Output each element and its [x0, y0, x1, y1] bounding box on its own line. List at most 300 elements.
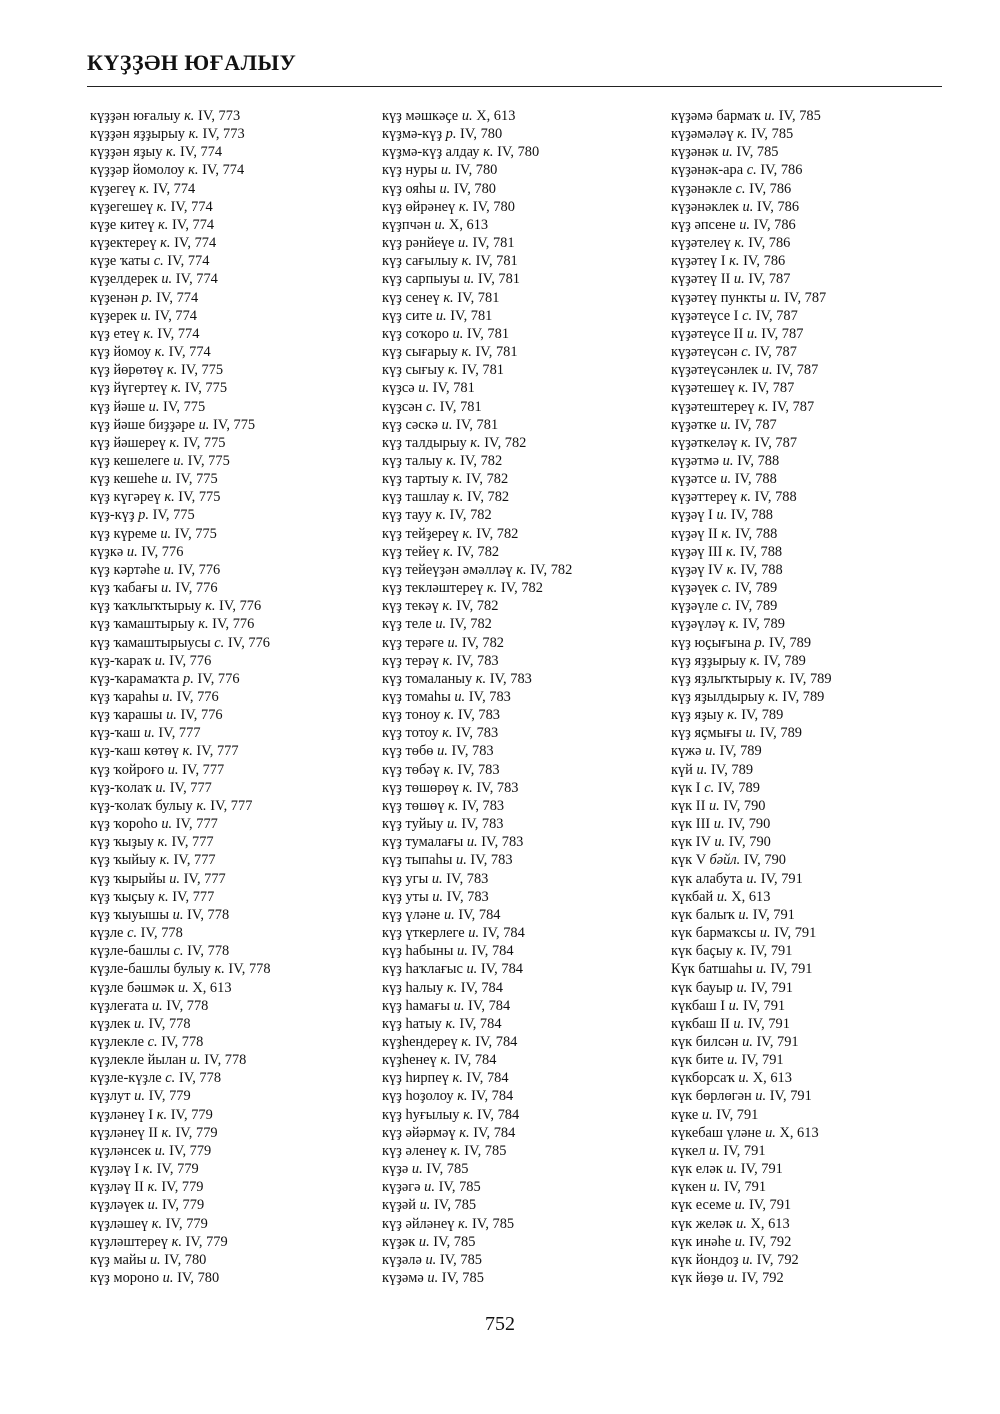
entry-headword: күк V — [671, 852, 706, 869]
entry-headword: күҙлеғата — [90, 997, 149, 1014]
entry-reference: IV, 789 — [759, 725, 802, 742]
entry-pos-marker: и. — [734, 1197, 746, 1214]
entry-reference: IV, 784 — [454, 1052, 497, 1069]
entry-pos-marker: к. — [443, 761, 454, 778]
entry-pos-marker: и. — [746, 325, 758, 342]
entry-pos-marker: и. — [418, 380, 430, 397]
entry-pos-marker: к. — [158, 216, 169, 233]
entry-pos-marker: к. — [196, 797, 207, 814]
entry-pos-marker: к. — [159, 852, 170, 869]
entry-reference: IV, 774 — [157, 325, 200, 342]
entry-reference: IV, 784 — [480, 961, 523, 978]
entry-pos-marker: и. — [722, 452, 734, 469]
entry-pos-marker: с. — [746, 162, 757, 179]
entry-reference: IV, 777 — [210, 797, 253, 814]
entry-headword: күҙ өйрәнеү — [382, 198, 456, 215]
entry-reference: IV, 784 — [466, 1070, 509, 1087]
entry-headword: күҙәлә — [382, 1251, 422, 1268]
entry-reference: IV, 792 — [756, 1251, 799, 1268]
entry-pos-marker: и. — [716, 888, 728, 905]
index-entry — [90, 561, 271, 579]
entry-headword: күҙҙәр йомолоу — [90, 162, 185, 179]
entry-headword: күҙ ҡыҫыу — [90, 888, 155, 905]
entry-pos-marker: к. — [198, 616, 209, 633]
index-entry — [382, 942, 572, 960]
entry-reference: IV, 781 — [456, 416, 499, 433]
entry-reference: IV, 778 — [178, 1070, 222, 1087]
entry-pos-marker: к. — [452, 471, 463, 488]
entry-headword: күҙ-ҡарамаҡта — [90, 670, 180, 687]
index-entry — [90, 1233, 271, 1251]
index-entry — [90, 924, 271, 942]
entry-reference: IV, 778 — [187, 943, 230, 960]
index-entry — [671, 1196, 832, 1214]
entry-headword: күҙәү III — [671, 543, 723, 560]
index-entry — [382, 270, 572, 288]
entry-headword: күҙәтештереү — [671, 398, 755, 415]
entry-headword: күҙ һуғылыу — [382, 1106, 460, 1123]
entry-reference: IV, 782 — [466, 471, 509, 488]
entry-reference: IV, 789 — [768, 634, 812, 651]
index-entry — [90, 1015, 271, 1033]
index-entry — [671, 634, 832, 652]
entry-pos-marker: и. — [746, 870, 758, 887]
entry-headword: күк IV — [671, 834, 711, 851]
entry-reference: IV, 774 — [174, 235, 217, 252]
entry-headword: күҙ туйыу — [382, 816, 444, 833]
index-entry — [671, 561, 832, 579]
entry-reference: IV, 778 — [228, 961, 271, 978]
entry-reference: IV, 779 — [169, 1142, 212, 1159]
index-entry — [90, 597, 271, 615]
index-entry — [90, 724, 271, 742]
index-entry — [382, 506, 572, 524]
entry-headword: күҙ һатыу — [382, 1015, 442, 1032]
index-entry — [90, 1269, 271, 1287]
entry-reference: IV, 785 — [433, 1233, 476, 1250]
index-entry — [671, 579, 832, 597]
entry-reference: IV, 774 — [154, 307, 197, 324]
entry-headword: күҙ соҡоро — [382, 325, 449, 342]
entry-headword: күк баҫыу — [671, 943, 733, 960]
entry-pos-marker: и. — [721, 144, 733, 161]
entry-reference: IV, 788 — [754, 489, 797, 506]
entry-headword: күҙ һабыны — [382, 943, 454, 960]
entry-headword: күҙсән — [382, 398, 423, 415]
entry-pos-marker: к. — [440, 1052, 451, 1069]
index-entry — [382, 815, 572, 833]
entry-headword: күке — [671, 1106, 699, 1123]
entry-headword: күҙ теле — [382, 616, 432, 633]
entry-pos-marker: и. — [733, 1015, 745, 1032]
index-entry — [382, 561, 572, 579]
index-entry — [382, 870, 572, 888]
entry-headword: күҙ томаһы — [382, 689, 451, 705]
index-entry — [671, 1124, 832, 1142]
entry-pos-marker: с. — [153, 253, 164, 270]
entry-pos-marker: с. — [165, 1070, 176, 1087]
entry-pos-marker: к. — [463, 1106, 474, 1123]
entry-pos-marker: и. — [736, 979, 748, 996]
entry-pos-marker: и. — [716, 507, 728, 524]
entry-reference: IV, 791 — [747, 1015, 790, 1032]
index-entry — [382, 161, 572, 179]
entry-pos-marker: к. — [205, 598, 216, 615]
entry-headword: күҙәтеүсе II — [671, 325, 744, 342]
entry-pos-marker: и. — [424, 1179, 435, 1196]
entry-pos-marker: к. — [445, 1015, 456, 1032]
entry-pos-marker: и. — [701, 1106, 713, 1123]
index-entry — [382, 198, 572, 216]
entry-pos-marker: к. — [726, 561, 737, 578]
entry-pos-marker: к. — [768, 689, 779, 705]
entry-pos-marker: и. — [755, 961, 767, 978]
index-entry — [382, 234, 572, 252]
entry-reference: IV, 779 — [161, 1179, 204, 1196]
entry-headword: күҙмә-күҙ — [382, 126, 443, 143]
entry-pos-marker: р. — [445, 126, 457, 143]
entry-reference: IV, 783 — [461, 816, 504, 833]
entry-reference: IV, 775 — [184, 380, 228, 397]
entry-headword: күҙ ҡамаштырыу — [90, 616, 195, 633]
index-entry — [382, 379, 572, 397]
index-entry — [671, 1069, 832, 1087]
entry-reference: IV, 791 — [716, 1106, 759, 1123]
entry-reference: IV, 778 — [204, 1052, 247, 1069]
entry-pos-marker: и. — [466, 961, 478, 978]
entry-pos-marker: к. — [154, 344, 165, 361]
index-entry — [671, 1160, 832, 1178]
index-entry — [382, 361, 572, 379]
entry-reference: IV, 783 — [489, 670, 532, 687]
entry-pos-marker: и. — [147, 1197, 159, 1214]
entry-headword: күҙәттереү — [671, 489, 738, 506]
entry-pos-marker: и. — [463, 271, 475, 288]
entry-headword: күҙ тотоу — [382, 725, 439, 742]
entry-pos-marker: с. — [173, 943, 184, 960]
entry-reference: IV, 782 — [460, 452, 503, 469]
index-entry — [90, 706, 271, 724]
entry-pos-marker: и. — [169, 870, 181, 887]
entry-pos-marker: с. — [741, 344, 752, 361]
entry-headword: күк желәк — [671, 1215, 733, 1232]
entry-reference: X, 613 — [750, 1215, 790, 1232]
entry-pos-marker: к. — [160, 235, 171, 252]
index-entry — [90, 1106, 271, 1124]
entry-reference: IV, 775 — [213, 416, 256, 433]
entry-pos-marker: к. — [448, 797, 459, 814]
index-entry — [671, 615, 832, 633]
entry-headword: күҙектереү — [90, 235, 157, 252]
index-entry — [671, 742, 832, 760]
index-entry — [671, 906, 832, 924]
index-entry — [90, 289, 271, 307]
entry-pos-marker: и. — [446, 816, 458, 833]
entry-reference: IV, 786 — [748, 235, 791, 252]
index-entry — [90, 960, 271, 978]
entry-pos-marker: и. — [708, 797, 720, 814]
entry-pos-marker: к. — [164, 489, 175, 506]
entry-pos-marker: и. — [151, 997, 163, 1014]
entry-headword: күҙәтмә — [671, 452, 720, 469]
index-entry — [90, 942, 271, 960]
entry-pos-marker: и. — [177, 979, 189, 996]
entry-headword: күҙ йомоу — [90, 344, 152, 361]
entry-pos-marker: к. — [188, 126, 199, 143]
entry-reference: IV, 783 — [446, 888, 489, 905]
entry-pos-marker: и. — [435, 616, 447, 633]
entry-pos-marker: с. — [721, 598, 732, 615]
index-entry — [90, 125, 271, 143]
entry-pos-marker: и. — [720, 416, 731, 433]
entry-pos-marker: и. — [155, 779, 167, 796]
entry-reference: IV, 782 — [467, 489, 510, 506]
entry-headword: күҙлекле — [90, 1033, 145, 1050]
entry-reference: IV, 781 — [450, 307, 493, 324]
entry-pos-marker: и. — [696, 761, 708, 778]
entry-headword: күҙләү II — [90, 1179, 144, 1196]
entry-headword: күҙ сәскә — [382, 416, 439, 433]
entry-headword: күҙләү I — [90, 1161, 140, 1178]
entry-headword: күҙ ҡаҡлыҡтырыу — [90, 598, 202, 615]
entry-pos-marker: к. — [728, 616, 740, 633]
entry-reference: IV, 777 — [158, 725, 201, 742]
index-entry — [671, 1087, 832, 1105]
entry-reference: IV, 781 — [475, 253, 518, 270]
entry-headword: күҙ сығарыу — [382, 344, 458, 361]
entry-pos-marker: и. — [163, 561, 175, 578]
entry-pos-marker: и. — [134, 1015, 145, 1032]
index-entry — [90, 1051, 271, 1069]
entry-reference: IV, 790 — [743, 852, 786, 869]
entry-reference: IV, 782 — [500, 580, 543, 597]
entry-headword: күҙ тейҙереү — [382, 525, 459, 542]
index-entry — [90, 1069, 271, 1087]
entry-pos-marker: и. — [769, 289, 781, 306]
entry-reference: IV, 776 — [178, 561, 221, 578]
entry-reference: IV, 787 — [772, 398, 815, 415]
entry-headword: күҙәтсе — [671, 471, 717, 488]
entry-reference: IV, 785 — [433, 1197, 477, 1214]
entry-pos-marker: и. — [149, 1251, 161, 1268]
index-entry — [671, 343, 832, 361]
index-entry — [671, 161, 832, 179]
index-entry — [671, 942, 832, 960]
index-entry — [90, 1160, 271, 1178]
index-entry — [90, 779, 271, 797]
entry-headword: күҙ сарпыуы — [382, 271, 460, 288]
entry-reference: IV, 790 — [728, 834, 771, 851]
entry-pos-marker: к. — [214, 961, 225, 978]
entry-pos-marker: и. — [144, 725, 155, 742]
entry-headword: күҙ йәше биҙҙәре — [90, 416, 195, 433]
page-number: 752 — [485, 1313, 515, 1335]
entry-pos-marker: к. — [459, 1124, 470, 1141]
entry-reference: IV, 782 — [456, 598, 499, 615]
entry-pos-marker: к. — [182, 743, 193, 760]
entry-headword: күҙенән — [90, 289, 139, 306]
index-entry — [382, 1178, 572, 1196]
index-entry — [90, 797, 271, 815]
entry-headword: күк есеме — [671, 1197, 731, 1214]
index-column-2 — [382, 107, 572, 1287]
entry-headword: күҙәнәкле — [671, 180, 732, 197]
entry-pos-marker: с. — [704, 779, 715, 796]
entry-headword: күҙ-ҡолаҡ — [90, 779, 152, 796]
entry-headword: күҙлут — [90, 1088, 131, 1105]
entry-headword: күҙәтеү I — [671, 253, 726, 270]
index-entry — [90, 870, 271, 888]
entry-reference: IV, 787 — [755, 307, 798, 324]
entry-pos-marker: и. — [727, 1270, 738, 1286]
entry-reference: IV, 791 — [756, 1033, 799, 1050]
entry-headword: күҙ ҡойроғо — [90, 761, 165, 778]
index-entry — [671, 597, 832, 615]
entry-headword: күҙ күреме — [90, 525, 157, 542]
index-entry — [671, 325, 832, 343]
entry-pos-marker: к. — [443, 289, 454, 306]
entry-reference: IV, 777 — [172, 888, 215, 905]
entry-reference: X, 613 — [448, 216, 489, 233]
entry-headword: күҙҙән яҙҙырыу — [90, 126, 185, 143]
entry-headword: күҙ төшөрөү — [382, 779, 459, 796]
entry-headword: күҙ ҡыуышы — [90, 906, 170, 923]
entry-reference: IV, 776 — [197, 670, 240, 687]
entry-headword: күҙ етеү — [90, 325, 140, 342]
entry-headword: күҙләнеү II — [90, 1124, 158, 1141]
index-entry — [90, 670, 271, 688]
index-entry — [90, 1196, 271, 1214]
entry-headword: күжә — [671, 743, 702, 760]
entry-headword: күҙ ҡарашы — [90, 707, 163, 724]
entry-pos-marker: р. — [754, 634, 766, 651]
entry-reference: IV, 776 — [176, 689, 219, 705]
entry-reference: IV, 790 — [723, 797, 766, 814]
entry-pos-marker: к. — [158, 888, 169, 905]
entry-headword: күк йондоҙ — [671, 1251, 739, 1268]
index-entry — [90, 1087, 271, 1105]
entry-headword: күҙһендереү — [382, 1033, 458, 1050]
index-entry — [382, 325, 572, 343]
entry-headword: күҙ әпсене — [671, 216, 736, 233]
entry-reference: IV, 785 — [464, 1142, 507, 1159]
index-entry — [671, 670, 832, 688]
entry-pos-marker: с. — [742, 307, 753, 324]
entry-headword: күҙ күгәреү — [90, 489, 161, 506]
index-entry — [382, 670, 572, 688]
entry-reference: IV, 784 — [471, 943, 514, 960]
entry-reference: IV, 775 — [163, 398, 206, 415]
entry-headword: күҙелдерек — [90, 271, 158, 288]
index-entry — [90, 761, 271, 779]
entry-pos-marker: к. — [758, 398, 769, 415]
entry-pos-marker: к. — [147, 1179, 158, 1196]
entry-pos-marker: и. — [726, 1161, 738, 1178]
index-entry — [382, 597, 572, 615]
entry-pos-marker: к. — [475, 670, 487, 687]
entry-reference: IV, 788 — [737, 452, 780, 469]
entry-reference: IV, 777 — [175, 816, 218, 833]
entry-pos-marker: и. — [161, 580, 172, 597]
entry-headword: күҙ текләштереү — [382, 580, 484, 597]
entry-reference: IV, 783 — [451, 743, 494, 760]
index-entry — [382, 1215, 572, 1233]
entry-pos-marker: и. — [167, 761, 179, 778]
index-entry — [671, 797, 832, 815]
entry-headword: күҙлек — [90, 1015, 131, 1032]
entry-pos-marker: и. — [764, 108, 776, 124]
index-entry — [671, 107, 832, 125]
entry-headword: күҙ тартыу — [382, 471, 449, 488]
entry-reference: IV, 781 — [461, 362, 504, 379]
entry-reference: IV, 783 — [456, 652, 499, 669]
entry-reference: IV, 786 — [743, 253, 786, 270]
entry-pos-marker: к. — [156, 198, 167, 215]
entry-headword: күҙмә-күҙ алдау — [382, 144, 480, 161]
index-entry — [382, 525, 572, 543]
index-entry — [671, 506, 832, 524]
entry-headword: күҙ мәшкәҫе — [382, 108, 459, 124]
index-entry — [382, 997, 572, 1015]
entry-reference: IV, 787 — [776, 362, 819, 379]
entry-reference: IV, 776 — [180, 707, 223, 724]
entry-pos-marker: и. — [456, 852, 467, 869]
entry-pos-marker: и. — [720, 471, 732, 488]
index-entry — [382, 289, 572, 307]
entry-reference: IV, 781 — [466, 325, 510, 342]
entry-pos-marker: и. — [440, 162, 452, 179]
entry-pos-marker: и. — [755, 1088, 767, 1105]
entry-pos-marker: и. — [427, 1270, 439, 1286]
entry-headword: күҙ яҙҙырыу — [671, 652, 747, 669]
entry-headword: күҙ сығыу — [382, 362, 445, 379]
index-entry — [671, 851, 832, 869]
index-entry — [90, 1142, 271, 1160]
entry-reference: IV, 789 — [763, 652, 806, 669]
entry-reference: IV, 791 — [760, 870, 803, 887]
entry-reference: IV, 790 — [728, 816, 771, 833]
index-entry — [671, 1051, 832, 1069]
index-entry — [90, 361, 271, 379]
entry-headword: күҙ йүгертеү — [90, 380, 168, 397]
entry-reference: IV, 791 — [750, 979, 793, 996]
entry-pos-marker: к. — [442, 725, 453, 742]
entry-headword: күҙә — [382, 1161, 409, 1178]
index-entry — [671, 688, 832, 706]
index-entry — [382, 180, 572, 198]
entry-reference: IV, 781 — [439, 398, 482, 415]
index-entry — [90, 506, 271, 524]
entry-headword: күй — [671, 761, 693, 778]
entry-headword: күҙләштереү — [90, 1233, 168, 1250]
entry-pos-marker: и. — [161, 271, 173, 288]
entry-headword: күҙ терәге — [382, 634, 444, 651]
entry-headword: күҙ нуры — [382, 162, 438, 179]
entry-headword: күҙегеү — [90, 180, 136, 197]
entry-reference: IV, 785 — [439, 1251, 482, 1268]
entry-headword: күк бөрлөгән — [671, 1088, 752, 1105]
index-entry — [671, 216, 832, 234]
entry-reference: IV, 791 — [741, 1052, 784, 1069]
entry-pos-marker: и. — [709, 1142, 720, 1159]
entry-pos-marker: с. — [721, 580, 732, 597]
index-entry — [382, 107, 572, 125]
entry-pos-marker: к. — [483, 144, 494, 161]
index-entry — [90, 416, 271, 434]
index-entry — [90, 270, 271, 288]
entry-pos-marker: и. — [738, 1070, 750, 1087]
entry-reference: IV, 782 — [476, 525, 519, 542]
